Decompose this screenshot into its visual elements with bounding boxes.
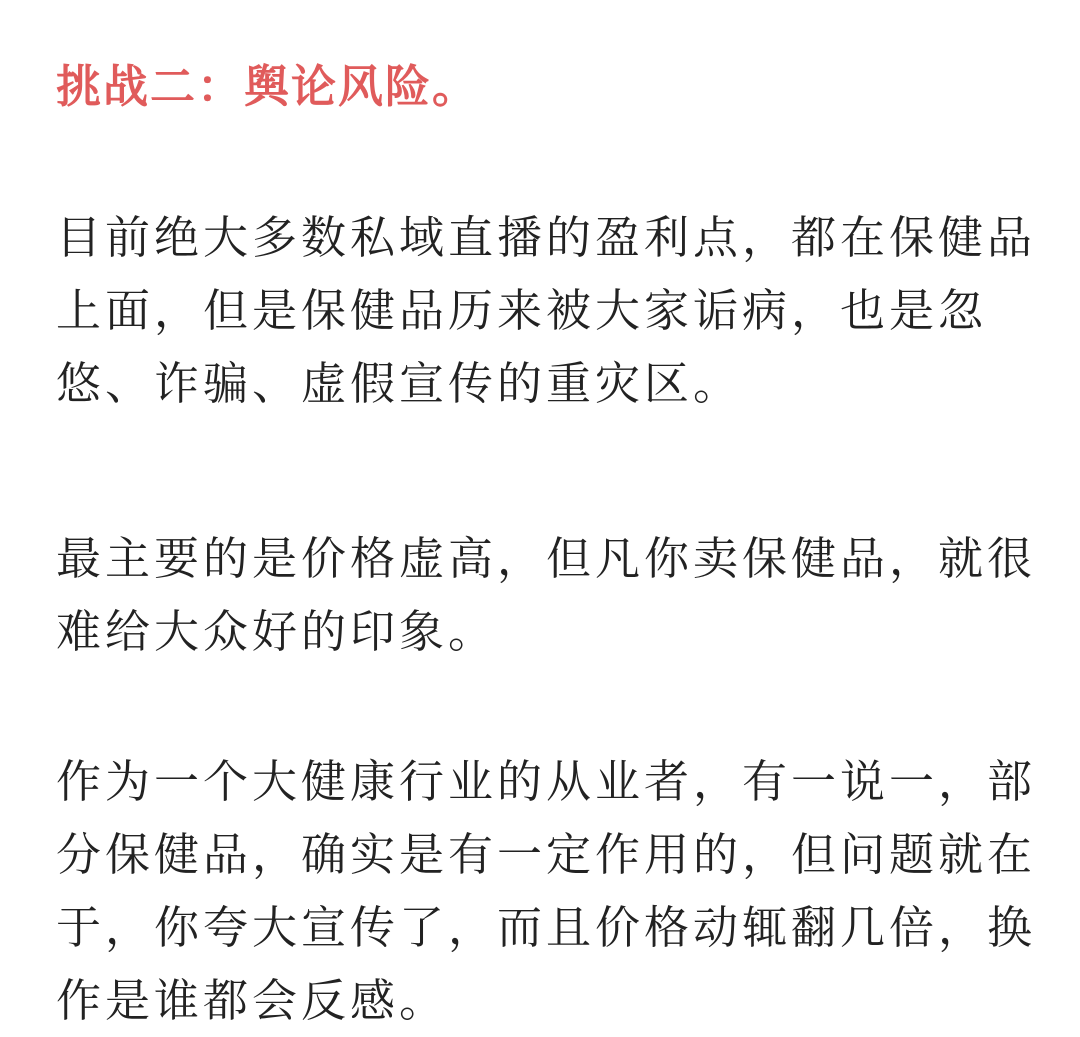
paragraph-2 [56, 522, 1036, 668]
section-heading: 挑战二：舆论风险。 [56, 60, 480, 113]
paragraph-line: 目前绝大多数私域直播的盈利点，都在保健品 [56, 211, 1037, 264]
paragraph-line: 最主要的是价格虚高，但凡你卖保健品，就很 [56, 532, 1037, 585]
paragraph-1 [56, 201, 1036, 420]
paragraph-line: 上面，但是保健品历来被大家诟病，也是忽 [56, 284, 988, 337]
paragraph-line: 于，你夸大宣传了，而且价格动辄翻几倍，换 [56, 901, 1037, 954]
paragraph-line: 难给大众好的印象。 [56, 605, 498, 658]
article-body [56, 52, 1037, 1027]
paragraph-line: 悠、诈骗、虚假宣传的重灾区。 [56, 357, 743, 410]
paragraph-line: 作为一个大健康行业的从业者，有一说一，部 [56, 755, 1037, 808]
paragraph-line: 作是谁都会反感。 [56, 974, 449, 1027]
paragraph-3 [56, 745, 1036, 1037]
paragraph-line: 分保健品，确实是有一定作用的，但问题就在 [56, 828, 1037, 881]
